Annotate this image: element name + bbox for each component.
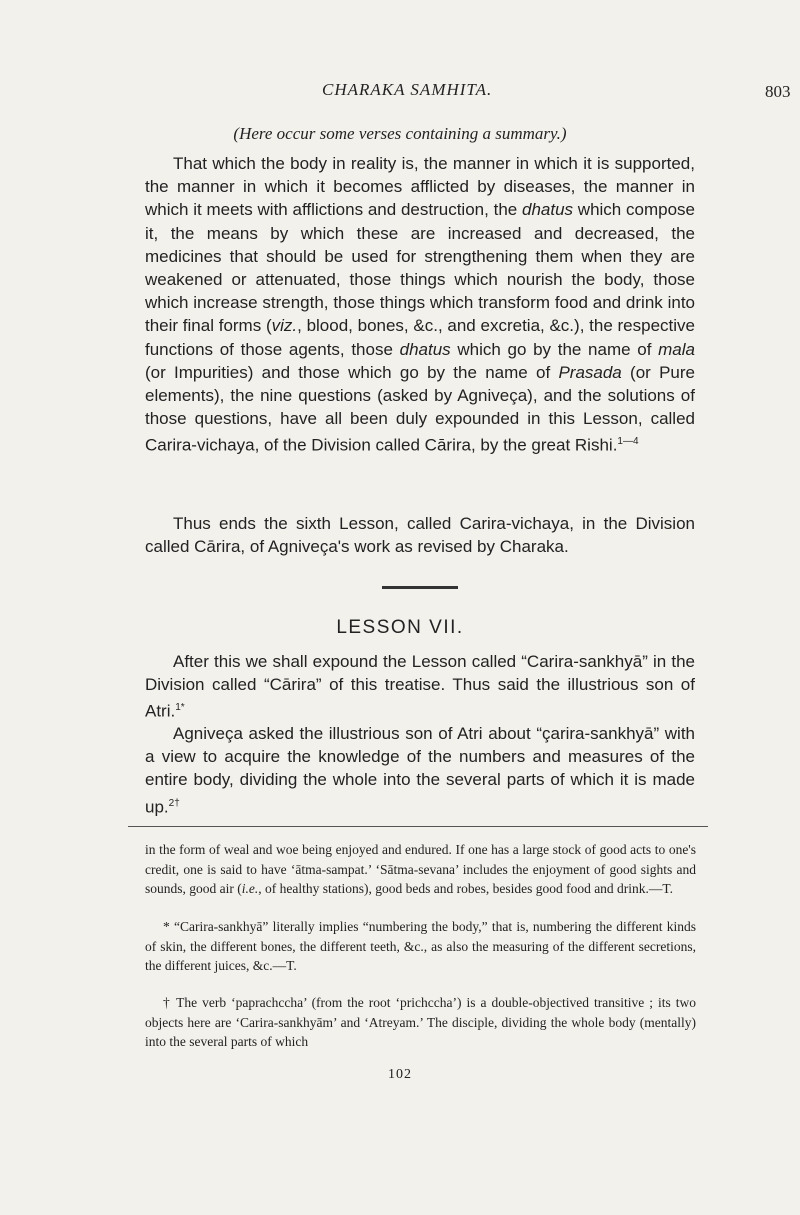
p1-text-3: , blood, bones, &c., and excretia, &c.), the respective functions of those agents, those [145, 316, 695, 359]
running-head [0, 80, 800, 104]
paragraph-question [145, 722, 695, 818]
p1-text-1: That which the body in reality is, the manner in which it is supported, the manner in which it becomes afflicted by diseases, the manner in which it meets with afflictions and destruction, the [145, 154, 695, 220]
p4-footnote-ref: 2† [168, 797, 180, 809]
paragraph-summary-body [145, 152, 695, 457]
fn1-text-1: in the form of weal and woe being enjoyed and endured. If one has a large stock of good acts to one's credit, one is said to have ‘ātma-sampat.’ ‘Sātma-sevana’ includes the enjoyment of good sights and sounds, good air ( [145, 842, 696, 897]
lesson-heading: LESSON VII. [336, 617, 464, 638]
summary-note: (Here occur some verses containing a summary.) [233, 124, 567, 143]
signature-mark: 102 [388, 1067, 412, 1082]
p1-text-4: which go by the name of [450, 339, 659, 359]
p1-term-dhatus-2: dhatus [399, 339, 451, 359]
p4-text: Agniveça asked the illustrious son of Atri about “çarira-sankhyā” with a view to acquire the knowledge of the numbers and measures of the entire body, dividing the whole into the several parts of which it is made up. [145, 724, 695, 817]
p3-text: After this we shall expound the Lesson called “Carira-sankhyā” in the Division called “Cārira” of this treatise. Thus said the illustrious son of Atri. [145, 652, 695, 722]
section-divider [382, 586, 458, 589]
footnote-continued [145, 840, 696, 899]
paragraph-lesson-end: Thus ends the sixth Lesson, called Carira-vichaya, in the Division called Cārira, of Agniveça's work as revised by Charaka. [145, 514, 695, 557]
p3-footnote-ref: 1* [175, 702, 185, 714]
fn1-term-ie: i.e. [241, 881, 259, 897]
p1-term-mala: mala [658, 339, 695, 359]
footnote-asterisk: * “Carira-sankhyā” literally implies “numbering the body,” that is, numbering the different kinds of skin, the different bones, the different teeth, &c., as also the measuring of the different secretions, the different juices, &c.—T. [145, 919, 696, 974]
fn1-text-2: , of healthy stations), good beds and robes, besides good food and drink.—T. [258, 881, 674, 897]
p1-text-6: (or Pure elements), the nine questions (asked by Agniveça), and the solutions of those questions, have all been duly expounded in this Lesson, called Carira-vichaya, of the Division called Cārira, by the great Rishi. [145, 362, 695, 456]
p1-term-prasada: Prasada [558, 362, 622, 382]
p1-term-dhatus: dhatus [521, 200, 574, 220]
footnote-dagger: † The verb ‘paprachccha’ (from the root ‘prichccha’) is a double-objectived transitive ; its two objects here are ‘Carira-sankhyām’ and ‘Atreyam.’ The disciple, dividing the whole body (mentally) into the several parts of which [145, 995, 696, 1050]
p1-text-5: (or Impurities) and those which go by the name of [145, 362, 559, 382]
p1-text-2: which compose it, the means by which these are increased and decreased, the medicines that should be used for strengthening them when they are weakened or attenuated, those things which nourish the body, those which increase strength, those things which transform food and drink into their final forms ( [145, 200, 695, 336]
paragraph-lesson-intro [145, 650, 695, 723]
footnote-rule [128, 826, 708, 827]
page-number: 803 [765, 82, 791, 101]
p1-term-viz: viz. [271, 316, 298, 336]
running-head-title: CHARAKA SAMHITA. [322, 80, 493, 99]
p1-footnote-ref: 1—4 [617, 436, 639, 448]
